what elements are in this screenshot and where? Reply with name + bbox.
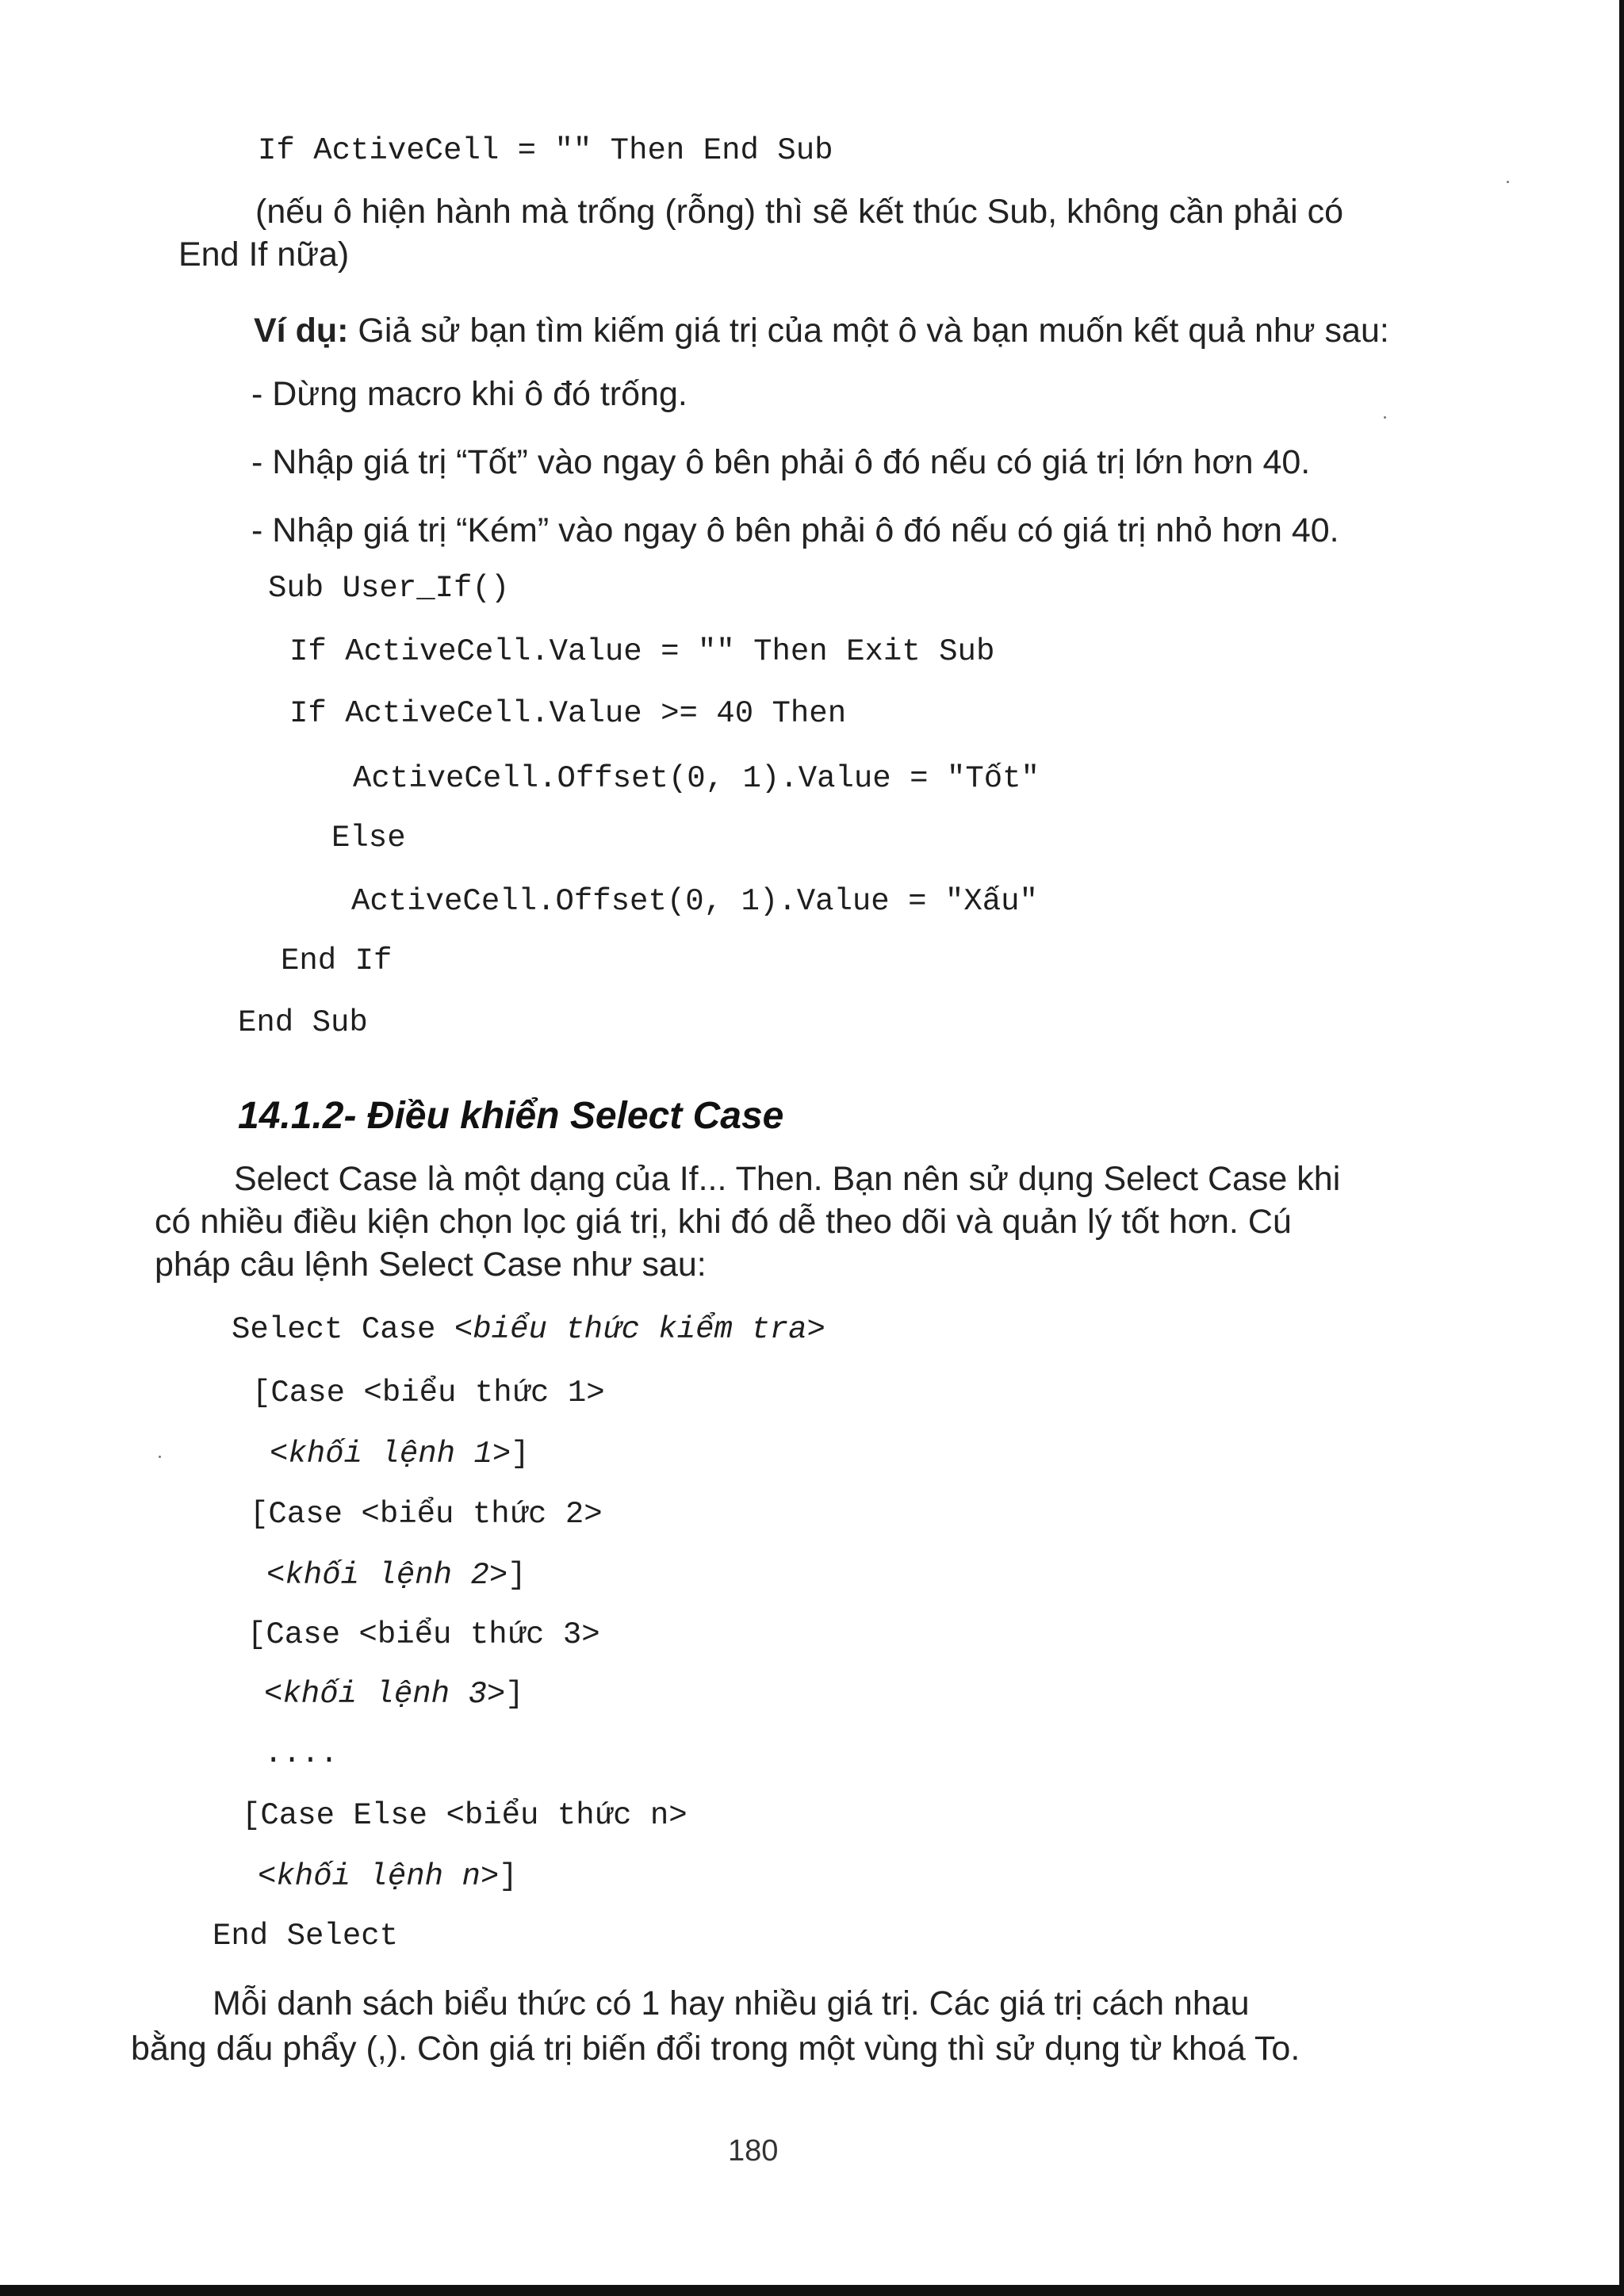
- example-text: Giả sử bạn tìm kiếm giá trị của một ô và bạn muốn kết quả như sau:: [348, 312, 1389, 350]
- code-line: End Sub: [238, 1005, 368, 1040]
- syntax-line: [Case <biểu thức 2>: [250, 1497, 603, 1532]
- bullet-item: - Nhập giá trị “Kém” vào ngay ô bên phải ô đó nếu có giá trị nhỏ hơn 40.: [251, 511, 1339, 549]
- syntax-line: [Case <biểu thức 1>: [252, 1376, 605, 1410]
- code-line: Else: [331, 821, 406, 855]
- example-label: Ví dụ:: [254, 312, 349, 350]
- syntax-line: [258, 1859, 518, 1894]
- syntax-line: ....: [264, 1736, 339, 1771]
- syntax-bracket: ]: [505, 1677, 524, 1712]
- syntax-placeholder: <khối lệnh 1>: [270, 1437, 511, 1471]
- code-line: If ActiveCell.Value >= 40 Then: [289, 696, 847, 731]
- scan-speck: [1384, 416, 1386, 419]
- syntax-placeholder: <khối lệnh 2>: [266, 1558, 508, 1593]
- scan-speck: [159, 1456, 161, 1458]
- syntax-line: [Case <biểu thức 3>: [247, 1617, 600, 1652]
- code-line: If ActiveCell.Value = "" Then Exit Sub: [289, 634, 995, 669]
- code-line: Sub User_If(): [268, 571, 510, 606]
- code-line: End If: [281, 943, 393, 978]
- syntax-line: [264, 1677, 524, 1712]
- page-number: 180: [728, 2134, 779, 2168]
- closing-line: Mỗi danh sách biểu thức có 1 hay nhiều giá trị. Các giá trị cách nhau: [213, 1984, 1250, 2022]
- note-line-1: (nếu ô hiện hành mà trống (rỗng) thì sẽ kết thúc Sub, không cần phải có: [255, 193, 1344, 231]
- syntax-line: [232, 1312, 825, 1347]
- syntax-line: [270, 1437, 530, 1471]
- syntax-bracket: ]: [511, 1437, 530, 1471]
- intro-line: Select Case là một dạng của If... Then. Bạn nên sử dụng Select Case khi: [234, 1160, 1341, 1198]
- syntax-line: End Select: [213, 1919, 399, 1954]
- syntax-line: [266, 1558, 527, 1593]
- code-line-end-sub: If ActiveCell = "" Then End Sub: [258, 133, 833, 168]
- scan-speck: [1507, 181, 1509, 183]
- syntax-placeholder: <biểu thức kiểm tra>: [454, 1312, 825, 1347]
- syntax-bracket: ]: [499, 1859, 518, 1894]
- intro-line: có nhiều điều kiện chọn lọc giá trị, khi đó dễ theo dõi và quản lý tốt hơn. Cú: [155, 1203, 1292, 1241]
- syntax-placeholder: <khối lệnh n>: [258, 1859, 500, 1894]
- scan-edge: [1619, 0, 1624, 2296]
- syntax-placeholder: <khối lệnh 3>: [264, 1677, 506, 1712]
- syntax-line: [Case Else <biểu thức n>: [242, 1798, 688, 1833]
- bullet-item: - Nhập giá trị “Tốt” vào ngay ô bên phải ô đó nếu có giá trị lớn hơn 40.: [251, 443, 1311, 481]
- section-heading: 14.1.2- Điều khiển Select Case: [238, 1095, 784, 1137]
- code-line: ActiveCell.Offset(0, 1).Value = "Xấu": [351, 884, 1038, 919]
- intro-line: pháp câu lệnh Select Case như sau:: [155, 1246, 707, 1284]
- example-paragraph: [254, 309, 1389, 352]
- bullet-item: - Dừng macro khi ô đó trống.: [251, 375, 688, 413]
- note-line-2: End If nữa): [178, 235, 350, 274]
- syntax-bracket: ]: [508, 1558, 527, 1593]
- closing-line: bằng dấu phẩy (,). Còn giá trị biến đổi trong một vùng thì sử dụng từ khoá To.: [131, 2030, 1300, 2068]
- code-line: ActiveCell.Offset(0, 1).Value = "Tốt": [353, 761, 1040, 796]
- scan-edge: [0, 2285, 1624, 2296]
- syntax-keyword: Select Case: [232, 1312, 454, 1347]
